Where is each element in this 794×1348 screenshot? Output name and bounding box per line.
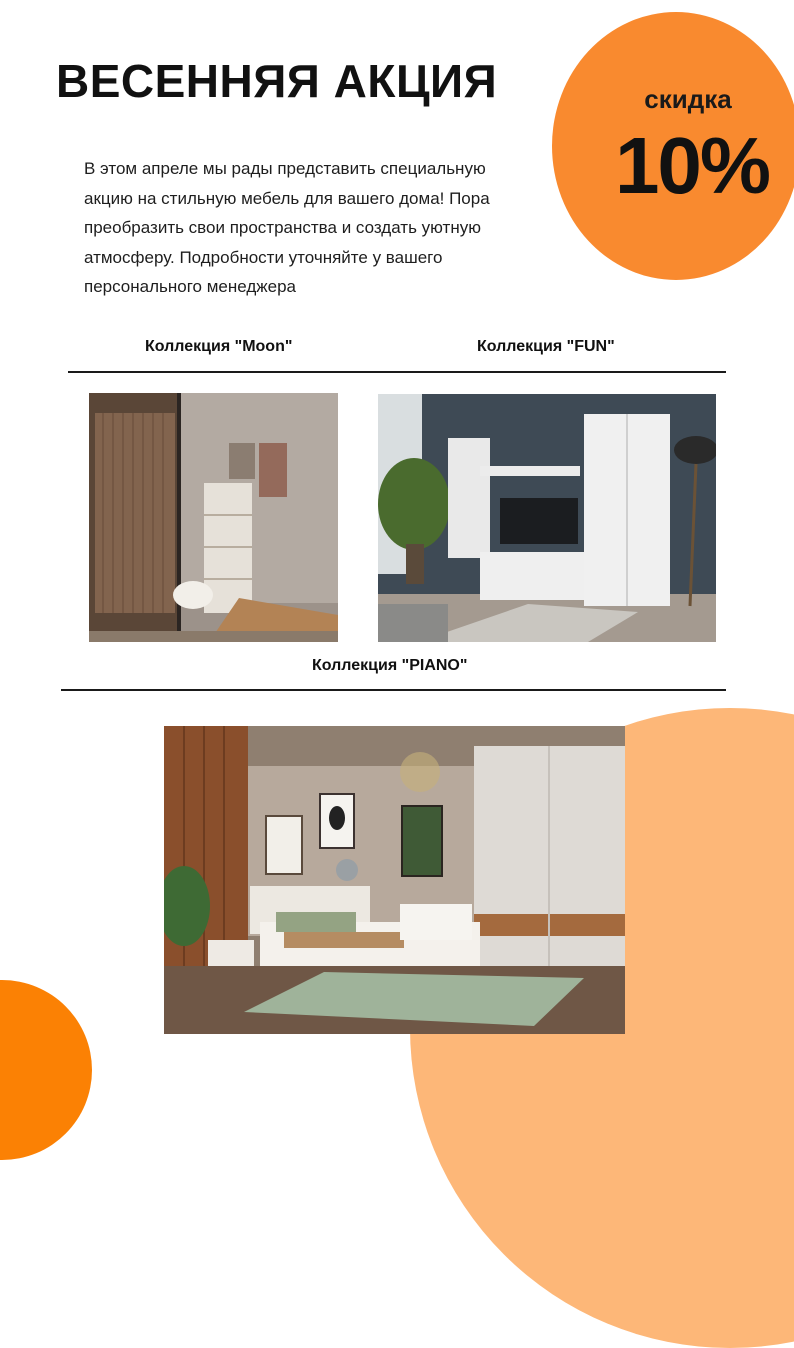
discount-label: скидка — [644, 84, 732, 114]
discount-value: 10% — [614, 121, 770, 210]
intro-line: атмосферу. Подробности уточняйте у вашего — [84, 247, 443, 267]
intro-line: преобразить свои пространства и создать уютную — [84, 218, 481, 237]
intro-paragraph — [84, 154, 534, 302]
intro-line: персонального менеджера — [84, 277, 296, 296]
piano-collection-photo — [164, 726, 625, 1034]
collection-moon-label: Коллекция "Moon" — [145, 338, 293, 355]
decorative-orange-circle-bottom-left — [0, 980, 92, 1160]
fun-collection-photo — [378, 394, 716, 642]
collection-fun-label: Коллекция "FUN" — [477, 338, 615, 355]
divider-line — [61, 689, 726, 691]
discount-badge — [552, 12, 794, 280]
moon-collection-photo — [89, 393, 338, 642]
divider-line — [68, 371, 726, 373]
page-title: ВЕСЕННЯЯ АКЦИЯ — [56, 55, 498, 107]
collection-piano-label: Коллекция "PIANO" — [312, 657, 468, 674]
intro-line: акцию на стильную мебель для вашего дома! Пора — [84, 188, 490, 208]
intro-line: В этом апреле мы рады представить специальную — [84, 159, 486, 178]
